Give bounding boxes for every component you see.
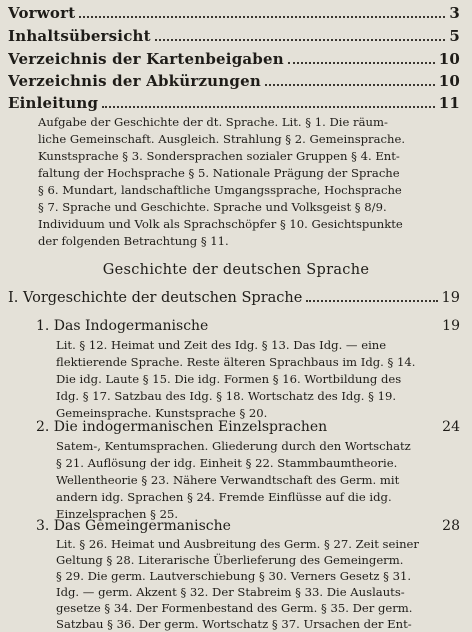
toc-page-number: 3 (449, 4, 460, 22)
toc-section-2 (36, 419, 460, 435)
section-3-summary (56, 536, 458, 632)
toc-entry-title: Inhaltsübersicht (8, 27, 151, 45)
summary-line: Geltung § 28. Literarische Überlieferung des Gemeingerm. (56, 553, 404, 567)
toc-entry-inhaltsuebersicht (8, 27, 460, 45)
section-2-summary (56, 438, 458, 523)
leader-dots (265, 84, 435, 86)
summary-line: § 7. Sprache und Geschichte. Sprache und Volksgeist § 8/9. (38, 200, 387, 214)
section-heading: Geschichte der deutschen Sprache (102, 262, 370, 278)
summary-line: der folgenden Betrachtung § 11. (38, 234, 229, 248)
summary-line: Satzbau § 36. Der germ. Wortschatz § 37. Ursachen der Ent- (56, 617, 412, 631)
leader-dots (102, 106, 435, 108)
summary-line: Einzelsprachen § 25. (56, 507, 179, 521)
toc-entry-title: Verzeichnis der Abkürzungen (8, 72, 261, 90)
toc-entry-einleitung (8, 94, 460, 112)
toc-entry-title: 3. Das Gemeingermanische (36, 518, 231, 534)
toc-page-number: 10 (438, 72, 460, 90)
summary-line: Satem-, Kentumsprachen. Gliederung durch den Wortschatz (56, 439, 411, 453)
summary-line: liche Gemeinschaft. Ausgleich. Strahlung § 2. Gemeinsprache. (38, 132, 406, 146)
toc-entry-title: I. Vorgeschichte der deutschen Sprache (8, 290, 303, 306)
leader-dots (79, 16, 445, 18)
summary-line: Lit. § 12. Heimat und Zeit des Idg. § 13. Das Idg. — eine (56, 338, 387, 352)
summary-line: Gemeinsprache. Kunstsprache § 20. (56, 406, 268, 420)
toc-section-1 (36, 318, 460, 334)
summary-line: andern idg. Sprachen § 24. Fremde Einflüsse auf die idg. (56, 490, 392, 504)
toc-entry-title: 1. Das Indogermanische (36, 318, 209, 334)
summary-line: Kunstsprache § 3. Sondersprachen sozialer Gruppen § 4. Ent- (38, 149, 400, 163)
toc-page-number: 19 (441, 290, 460, 306)
summary-line: Idg. — germ. Akzent § 32. Der Stabreim § 33. Die Auslauts- (56, 585, 405, 599)
summary-line: § 29. Die germ. Lautverschiebung § 30. Verners Gesetz § 31. (56, 569, 412, 583)
toc-entry-title: Einleitung (8, 94, 99, 112)
toc-page-number: 24 (442, 419, 460, 435)
summary-line: faltung der Hochsprache § 5. Nationale Prägung der Sprache (38, 166, 400, 180)
summary-line: § 21. Auflösung der idg. Einheit § 22. Stammbaumtheorie. (56, 456, 398, 470)
toc-entry-kartenbeigaben (8, 50, 460, 68)
leader-dots (288, 62, 435, 64)
summary-line: Individuum und Volk als Sprachschöpfer § 10. Gesichtspunkte (38, 217, 403, 231)
summary-line: § 6. Mundart, landschaftliche Umgangssprache, Hochsprache (38, 183, 402, 197)
toc-section-3 (36, 518, 460, 534)
toc-entry-title: Vorwort (8, 4, 76, 22)
toc-page-number: 11 (438, 94, 460, 112)
einleitung-summary (38, 114, 458, 250)
toc-page-number: 5 (449, 27, 460, 45)
summary-line: gesetze § 34. Der Formenbestand des Germ. § 35. Der germ. (56, 601, 413, 615)
leader-dots (155, 39, 446, 41)
summary-line: Wellentheorie § 23. Nähere Verwandtschaft des Germ. mit (56, 473, 400, 487)
summary-line: Aufgabe der Geschichte der dt. Sprache. Lit. § 1. Die räum- (38, 115, 388, 129)
toc-page-number: 10 (438, 50, 460, 68)
toc-page-number: 19 (442, 318, 460, 334)
toc-entry-title: Verzeichnis der Kartenbeigaben (8, 50, 284, 68)
leader-dots (306, 300, 437, 302)
summary-line: Lit. § 26. Heimat und Ausbreitung des Germ. § 27. Zeit seiner (56, 537, 419, 551)
summary-line: Idg. § 17. Satzbau des Idg. § 18. Wortschatz des Idg. § 19. (56, 389, 397, 403)
section-1-summary (56, 337, 458, 422)
toc-entry-abkuerzungen (8, 72, 460, 90)
summary-line: Die idg. Laute § 15. Die idg. Formen § 16. Wortbildung des (56, 372, 402, 386)
toc-entry-vorwort (8, 4, 460, 22)
toc-part-1 (8, 290, 460, 306)
toc-entry-title: 2. Die indogermanischen Einzelsprachen (36, 419, 328, 435)
toc-page-number: 28 (442, 518, 460, 534)
summary-line: flektierende Sprache. Reste älteren Sprachbaus im Idg. § 14. (56, 355, 416, 369)
